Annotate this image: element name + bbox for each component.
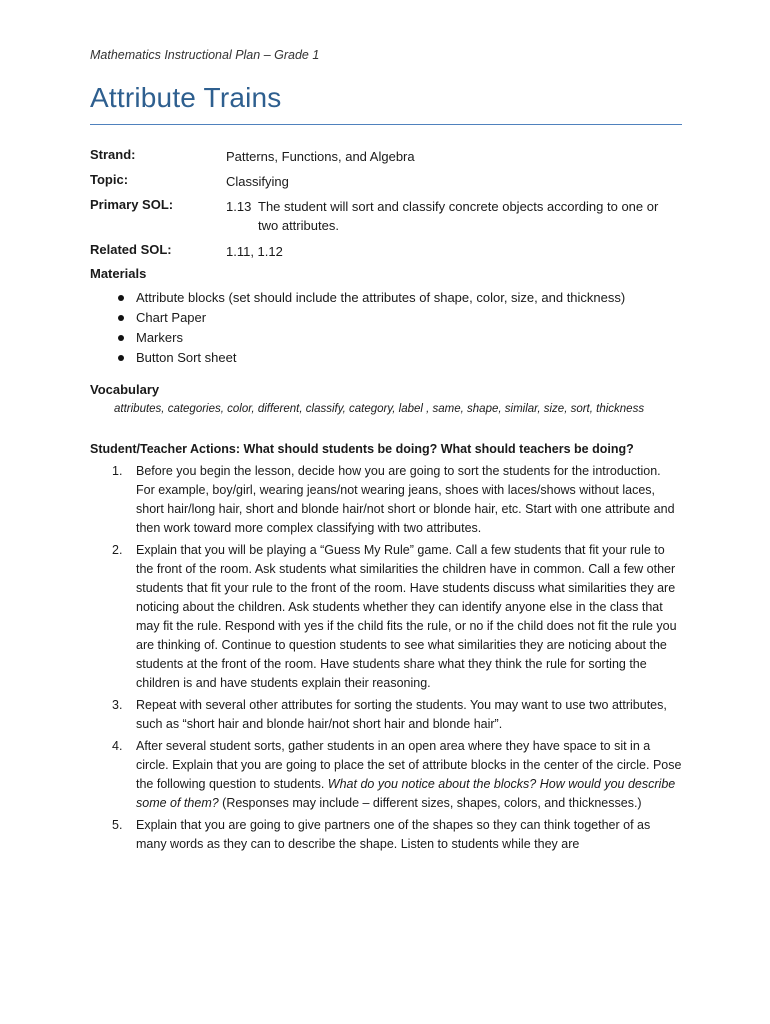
step-text-part: After several student sorts, gather students in an open area where they have space to sit in a circle. Explain that you are going to place the set of attribute blocks in the center of the circle. Pose the following question to students. xyxy=(136,739,682,791)
step-number: 3. xyxy=(112,698,123,712)
step-text: Repeat with several other attributes for sorting the students. You may want to use two attributes, such as “short hair and blonde hair/not short hair and blonde hair”. xyxy=(136,698,667,731)
list-item xyxy=(90,696,682,734)
step-number: 2. xyxy=(112,543,123,557)
list-item xyxy=(90,541,682,693)
step-text: Before you begin the lesson, decide how you are going to sort the students for the introduction. For example, boy/girl, wearing jeans/not wearing jeans, shoes with laces/shows without laces, short hair/long hair, short and blonde hair/not short or blonde hair, etc. Start with one attribute and then work toward more complex classifying with two attributes. xyxy=(136,464,675,535)
list-item xyxy=(90,737,682,813)
topic-value: Classifying xyxy=(226,174,289,189)
topic-label: Topic: xyxy=(90,172,129,187)
materials-heading: Materials xyxy=(90,266,147,281)
actions-heading: Student/Teacher Actions: What should students be doing? What should teachers be doing? xyxy=(90,442,634,456)
list-item: Chart Paper xyxy=(90,308,625,328)
primary-sol-text: The student will sort and classify concrete objects according to one or two attributes. xyxy=(258,199,659,233)
materials-list xyxy=(90,288,625,368)
step-number: 5. xyxy=(112,818,123,832)
step-number: 4. xyxy=(112,739,123,753)
list-item xyxy=(90,816,682,854)
list-item xyxy=(90,462,682,538)
title-divider xyxy=(90,124,682,125)
step-text: Explain that you will be playing a “Guess My Rule” game. Call a few students that fit your rule to the front of the room. Ask students what similarities the children have in common. Call a few other students that fit your rule to the front of the room. Have students discuss what similarities they are noticing about the children. Ask students whether they can identify anyone else in the class that may fit the rule. Respond with yes if the child fits the rule, or no if the child does not fit the rule you are thinking of. Continue to question students to see what similarities they are noticing about the students at the front of the room. Have students share what they think the rule for sorting the children is and have students explain their reasoning. xyxy=(136,543,677,690)
related-sol-value: 1.11, 1.12 xyxy=(226,244,283,259)
primary-sol-label: Primary SOL: xyxy=(90,197,174,212)
primary-sol-number: 1.13 xyxy=(226,199,252,214)
list-item: Attribute blocks (set should include the attributes of shape, color, size, and thickness) xyxy=(90,288,625,308)
step-text-part: (Responses may include – different sizes, shapes, colors, and thicknesses.) xyxy=(218,796,642,810)
strand-label: Strand: xyxy=(90,147,136,162)
step-number: 1. xyxy=(112,464,123,478)
vocabulary-heading: Vocabulary xyxy=(90,382,160,397)
vocabulary-terms: attributes, categories, color, different, classify, category, label , same, shape, similar, size, sort, thickness xyxy=(114,403,645,415)
running-header: Mathematics Instructional Plan – Grade 1 xyxy=(90,48,320,62)
actions-list xyxy=(90,462,682,857)
step-text: Explain that you are going to give partners one of the shapes so they can think together of as many words as they can to describe the shape. Listen to students while they are xyxy=(136,818,651,851)
list-item: Button Sort sheet xyxy=(90,348,625,368)
strand-value: Patterns, Functions, and Algebra xyxy=(226,149,415,164)
list-item: Markers xyxy=(90,328,625,348)
page-title: Attribute Trains xyxy=(90,82,282,113)
step-question: What do you notice about the blocks? How would you describe some of them? xyxy=(136,777,676,810)
related-sol-label: Related SOL: xyxy=(90,242,172,257)
